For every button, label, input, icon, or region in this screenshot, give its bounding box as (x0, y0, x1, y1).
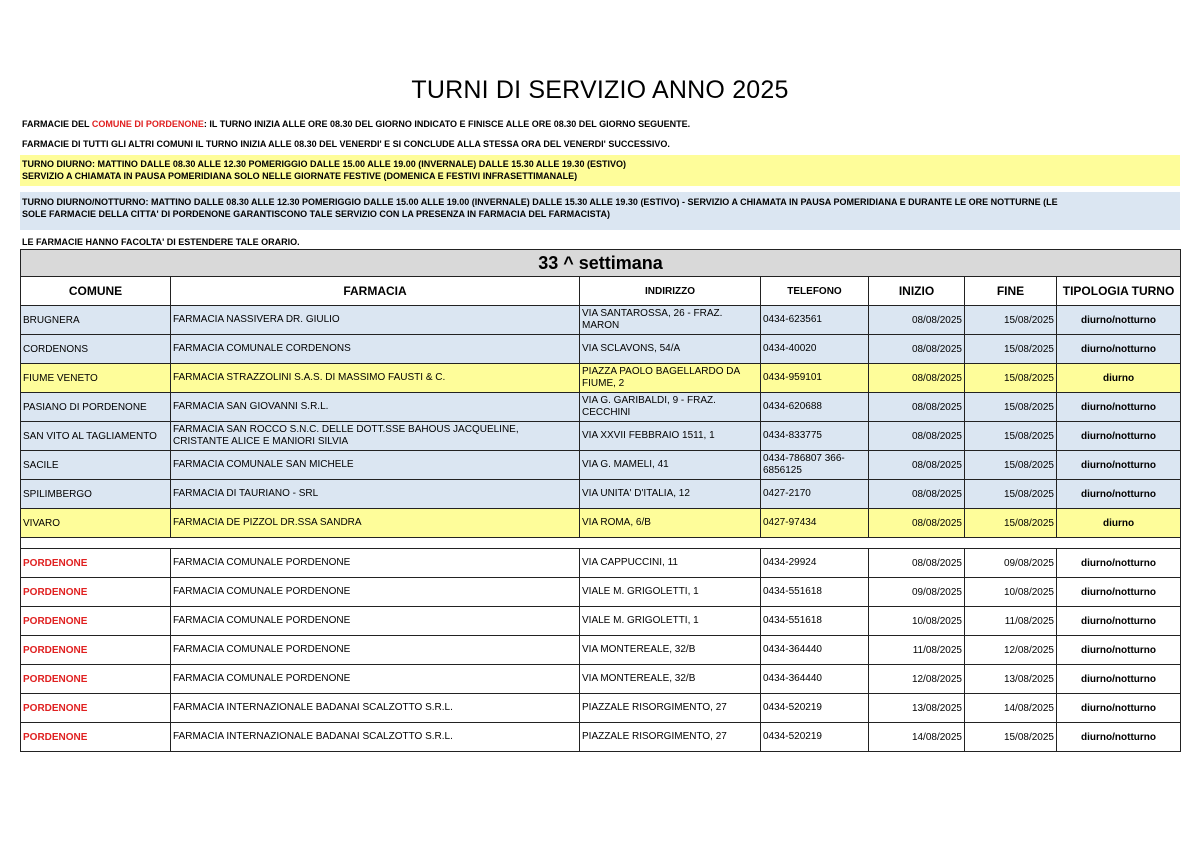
cell-indirizzo: VIALE M. GRIGOLETTI, 1 (580, 578, 761, 607)
cell-tipologia: diurno/notturno (1057, 451, 1181, 480)
cell-farmacia: FARMACIA COMUNALE SAN MICHELE (171, 451, 580, 480)
cell-comune: VIVARO (21, 509, 171, 538)
cell-farmacia: FARMACIA COMUNALE PORDENONE (171, 549, 580, 578)
week-label: 33 ^ settimana (21, 250, 1181, 277)
cell-tipologia: diurno/notturno (1057, 422, 1181, 451)
cell-telefono: 0434-364440 (761, 636, 869, 665)
cell-farmacia: FARMACIA COMUNALE PORDENONE (171, 607, 580, 636)
cell-telefono: 0434-620688 (761, 393, 869, 422)
cell-telefono: 0434-29924 (761, 549, 869, 578)
turno-notturno-box (20, 192, 1180, 230)
cell-indirizzo: VIA XXVII FEBBRAIO 1511, 1 (580, 422, 761, 451)
turni-table (20, 249, 1181, 752)
cell-tipologia: diurno (1057, 364, 1181, 393)
cell-farmacia: FARMACIA COMUNALE PORDENONE (171, 665, 580, 694)
cell-indirizzo: VIA SANTAROSSA, 26 - FRAZ. MARON (580, 306, 761, 335)
cell-telefono: 0434-364440 (761, 665, 869, 694)
header-telefono: TELEFONO (761, 277, 869, 306)
cell-indirizzo: VIA MONTEREALE, 32/B (580, 636, 761, 665)
table-row (21, 451, 1181, 480)
cell-inizio: 12/08/2025 (869, 665, 965, 694)
cell-comune: PORDENONE (21, 665, 171, 694)
cell-farmacia: FARMACIA STRAZZOLINI S.A.S. DI MASSIMO FAUSTI & C. (171, 364, 580, 393)
cell-telefono: 0434-623561 (761, 306, 869, 335)
cell-inizio: 08/08/2025 (869, 364, 965, 393)
cell-tipologia: diurno/notturno (1057, 549, 1181, 578)
cell-tipologia: diurno/notturno (1057, 636, 1181, 665)
cell-telefono: 0434-833775 (761, 422, 869, 451)
turno-diurno-box (20, 155, 1180, 186)
cell-inizio: 08/08/2025 (869, 451, 965, 480)
table-row (21, 393, 1181, 422)
cell-fine: 10/08/2025 (965, 578, 1057, 607)
cell-indirizzo: VIA UNITA' D'ITALIA, 12 (580, 480, 761, 509)
cell-indirizzo: PIAZZALE RISORGIMENTO, 27 (580, 723, 761, 752)
cell-inizio: 11/08/2025 (869, 636, 965, 665)
table-row (21, 364, 1181, 393)
spacer-cell (21, 538, 1181, 549)
header-tipologia: TIPOLOGIA TURNO (1057, 277, 1181, 306)
cell-farmacia: FARMACIA COMUNALE PORDENONE (171, 636, 580, 665)
cell-tipologia: diurno/notturno (1057, 578, 1181, 607)
cell-tipologia: diurno/notturno (1057, 393, 1181, 422)
cell-comune: SACILE (21, 451, 171, 480)
cell-indirizzo: PIAZZA PAOLO BAGELLARDO DA FIUME, 2 (580, 364, 761, 393)
cell-comune: BRUGNERA (21, 306, 171, 335)
cell-telefono: 0427-2170 (761, 480, 869, 509)
cell-inizio: 08/08/2025 (869, 306, 965, 335)
cell-fine: 14/08/2025 (965, 694, 1057, 723)
cell-comune: SAN VITO AL TAGLIAMENTO (21, 422, 171, 451)
cell-tipologia: diurno/notturno (1057, 723, 1181, 752)
table-row (21, 480, 1181, 509)
table-row (21, 636, 1181, 665)
turno-diurno-line1: TURNO DIURNO: MATTINO DALLE 08.30 ALLE 12.30 POMERIGGIO DALLE 15.00 ALLE 19.00 (INVERNALE) DALLE 15.30 ALLE 19.30 (ESTIVO) (22, 159, 626, 169)
cell-comune: PORDENONE (21, 723, 171, 752)
cell-fine: 15/08/2025 (965, 723, 1057, 752)
cell-tipologia: diurno/notturno (1057, 694, 1181, 723)
cell-fine: 15/08/2025 (965, 480, 1057, 509)
cell-comune: PORDENONE (21, 549, 171, 578)
table-spacer-row (21, 538, 1181, 549)
cell-fine: 13/08/2025 (965, 665, 1057, 694)
note-pordenone (22, 118, 690, 130)
cell-comune: PORDENONE (21, 607, 171, 636)
cell-indirizzo: VIA G. MAMELI, 41 (580, 451, 761, 480)
turno-notturno-line1: TURNO DIURNO/NOTTURNO: MATTINO DALLE 08.30 ALLE 12.30 POMERIGGIO DALLE 15.00 ALLE 19.00 (INVERNALE) DALLE 15.30 ALLE 19.30 (ESTIVO) - SERVIZIO A CHIAMATA IN PAUSA POMERIDIANA E DURANTE LE ORE NOTTURNE (LE (22, 197, 1058, 207)
table-row (21, 607, 1181, 636)
cell-fine: 12/08/2025 (965, 636, 1057, 665)
header-farmacia: FARMACIA (171, 277, 580, 306)
table-row (21, 665, 1181, 694)
cell-indirizzo: VIALE M. GRIGOLETTI, 1 (580, 607, 761, 636)
cell-comune: PORDENONE (21, 694, 171, 723)
turno-diurno-line2: SERVIZIO A CHIAMATA IN PAUSA POMERIDIANA SOLO NELLE GIORNATE FESTIVE (DOMENICA E FESTIVI INFRASETTIMANALE) (22, 171, 578, 181)
cell-fine: 15/08/2025 (965, 364, 1057, 393)
cell-farmacia: FARMACIA DE PIZZOL DR.SSA SANDRA (171, 509, 580, 538)
cell-tipologia: diurno/notturno (1057, 607, 1181, 636)
cell-comune: PORDENONE (21, 578, 171, 607)
cell-inizio: 08/08/2025 (869, 335, 965, 364)
cell-fine: 11/08/2025 (965, 607, 1057, 636)
cell-farmacia: FARMACIA NASSIVERA DR. GIULIO (171, 306, 580, 335)
cell-fine: 15/08/2025 (965, 422, 1057, 451)
cell-inizio: 08/08/2025 (869, 422, 965, 451)
cell-fine: 15/08/2025 (965, 335, 1057, 364)
cell-farmacia: FARMACIA SAN ROCCO S.N.C. DELLE DOTT.SSE BAHOUS JACQUELINE, CRISTANTE ALICE E MANIORI SILVIA (171, 422, 580, 451)
note-facolta: LE FARMACIE HANNO FACOLTA' DI ESTENDERE TALE ORARIO. (22, 237, 300, 247)
header-inizio: INIZIO (869, 277, 965, 306)
header-fine: FINE (965, 277, 1057, 306)
table-row (21, 306, 1181, 335)
cell-inizio: 08/08/2025 (869, 509, 965, 538)
table-row (21, 694, 1181, 723)
note-pordenone-suffix: : IL TURNO INIZIA ALLE ORE 08.30 DEL GIORNO INDICATO E FINISCE ALLE ORE 08.30 DEL GIORNO SEGUENTE. (203, 119, 691, 129)
note-other-comuni: FARMACIE DI TUTTI GLI ALTRI COMUNI IL TURNO INIZIA ALLE 08.30 DEL VENERDI' E SI CONCLUDE ALLA STESSA ORA DEL VENERDI' SUCCESSIVO. (22, 139, 670, 149)
cell-comune: PASIANO DI PORDENONE (21, 393, 171, 422)
table-row (21, 578, 1181, 607)
cell-telefono: 0434-551618 (761, 607, 869, 636)
cell-indirizzo: VIA CAPPUCCINI, 11 (580, 549, 761, 578)
table-row (21, 335, 1181, 364)
cell-fine: 15/08/2025 (965, 509, 1057, 538)
cell-telefono: 0434-551618 (761, 578, 869, 607)
cell-fine: 15/08/2025 (965, 451, 1057, 480)
cell-comune: CORDENONS (21, 335, 171, 364)
table-row (21, 422, 1181, 451)
cell-telefono: 0434-959101 (761, 364, 869, 393)
table-row (21, 549, 1181, 578)
header-indirizzo: INDIRIZZO (580, 277, 761, 306)
cell-inizio: 14/08/2025 (869, 723, 965, 752)
cell-farmacia: FARMACIA DI TAURIANO - SRL (171, 480, 580, 509)
cell-tipologia: diurno/notturno (1057, 306, 1181, 335)
note-pordenone-prefix: FARMACIE DEL (22, 119, 92, 129)
cell-farmacia: FARMACIA INTERNAZIONALE BADANAI SCALZOTTO S.R.L. (171, 723, 580, 752)
page-title: TURNI DI SERVIZIO ANNO 2025 (411, 76, 789, 104)
cell-indirizzo: VIA SCLAVONS, 54/A (580, 335, 761, 364)
cell-inizio: 08/08/2025 (869, 393, 965, 422)
cell-inizio: 08/08/2025 (869, 549, 965, 578)
cell-telefono: 0434-40020 (761, 335, 869, 364)
cell-tipologia: diurno/notturno (1057, 335, 1181, 364)
cell-inizio: 10/08/2025 (869, 607, 965, 636)
cell-telefono: 0434-520219 (761, 694, 869, 723)
cell-tipologia: diurno/notturno (1057, 480, 1181, 509)
cell-fine: 15/08/2025 (965, 393, 1057, 422)
table-row (21, 723, 1181, 752)
cell-farmacia: FARMACIA INTERNAZIONALE BADANAI SCALZOTTO S.R.L. (171, 694, 580, 723)
cell-comune: SPILIMBERGO (21, 480, 171, 509)
cell-inizio: 08/08/2025 (869, 480, 965, 509)
cell-farmacia: FARMACIA COMUNALE CORDENONS (171, 335, 580, 364)
cell-comune: FIUME VENETO (21, 364, 171, 393)
header-comune: COMUNE (21, 277, 171, 306)
cell-fine: 15/08/2025 (965, 306, 1057, 335)
cell-tipologia: diurno/notturno (1057, 665, 1181, 694)
note-pordenone-highlight: COMUNE DI PORDENONE (91, 119, 204, 129)
turno-notturno-line2: SOLE FARMACIE DELLA CITTA' DI PORDENONE GARANTISCONO TALE SERVIZIO CON LA PRESENZA IN FARMACIA DEL FARMACISTA) (22, 209, 610, 219)
cell-farmacia: FARMACIA COMUNALE PORDENONE (171, 578, 580, 607)
cell-telefono: 0427-97434 (761, 509, 869, 538)
cell-indirizzo: VIA MONTEREALE, 32/B (580, 665, 761, 694)
cell-inizio: 13/08/2025 (869, 694, 965, 723)
cell-indirizzo: VIA G. GARIBALDI, 9 - FRAZ. CECCHINI (580, 393, 761, 422)
cell-telefono: 0434-520219 (761, 723, 869, 752)
table-row (21, 509, 1181, 538)
cell-farmacia: FARMACIA SAN GIOVANNI S.R.L. (171, 393, 580, 422)
cell-indirizzo: VIA ROMA, 6/B (580, 509, 761, 538)
cell-comune: PORDENONE (21, 636, 171, 665)
cell-tipologia: diurno (1057, 509, 1181, 538)
cell-inizio: 09/08/2025 (869, 578, 965, 607)
cell-fine: 09/08/2025 (965, 549, 1057, 578)
cell-telefono: 0434-786807 366-6856125 (761, 451, 869, 480)
cell-indirizzo: PIAZZALE RISORGIMENTO, 27 (580, 694, 761, 723)
